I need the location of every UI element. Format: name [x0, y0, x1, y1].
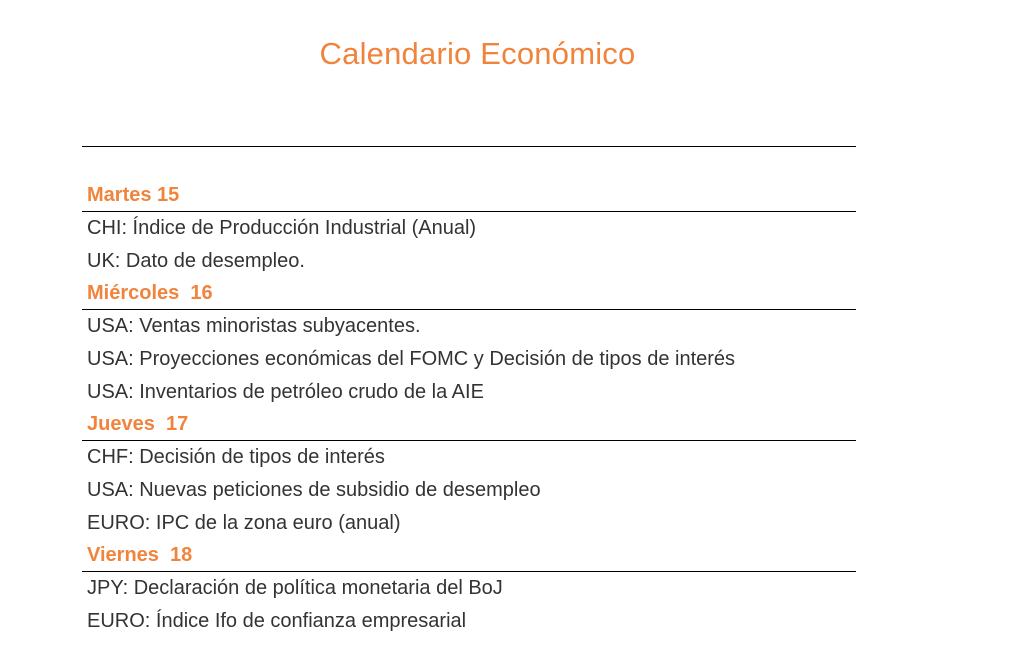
event-item: EURO: Índice Ifo de confianza empresarial — [87, 610, 467, 632]
event-item: CHI: Índice de Producción Industrial (Anual) — [87, 217, 477, 239]
event-item: UK: Dato de desempleo. — [87, 250, 305, 272]
day-header: Martes 15 — [82, 180, 856, 212]
economic-calendar — [82, 180, 856, 638]
event-item: USA: Nuevas peticiones de subsidio de desempleo — [87, 479, 541, 501]
day-section-miercoles — [82, 278, 856, 409]
day-section-viernes — [82, 540, 856, 638]
day-header: Viernes 18 — [82, 540, 856, 572]
day-section-jueves — [82, 409, 856, 540]
top-divider — [82, 146, 856, 147]
event-item: JPY: Declaración de política monetaria del BoJ — [87, 577, 503, 599]
event-item: USA: Inventarios de petróleo crudo de la AIE — [87, 381, 484, 403]
event-item: EURO: IPC de la zona euro (anual) — [87, 512, 401, 534]
event-item: CHF: Decisión de tipos de interés — [87, 446, 385, 468]
page-title: Calendario Económico — [319, 36, 636, 71]
day-header: Miércoles 16 — [82, 278, 856, 310]
event-item: USA: Ventas minoristas subyacentes. — [87, 315, 421, 337]
day-header: Jueves 17 — [82, 409, 856, 441]
event-item: USA: Proyecciones económicas del FOMC y Decisión de tipos de interés — [87, 348, 736, 370]
day-section-martes — [82, 180, 856, 278]
